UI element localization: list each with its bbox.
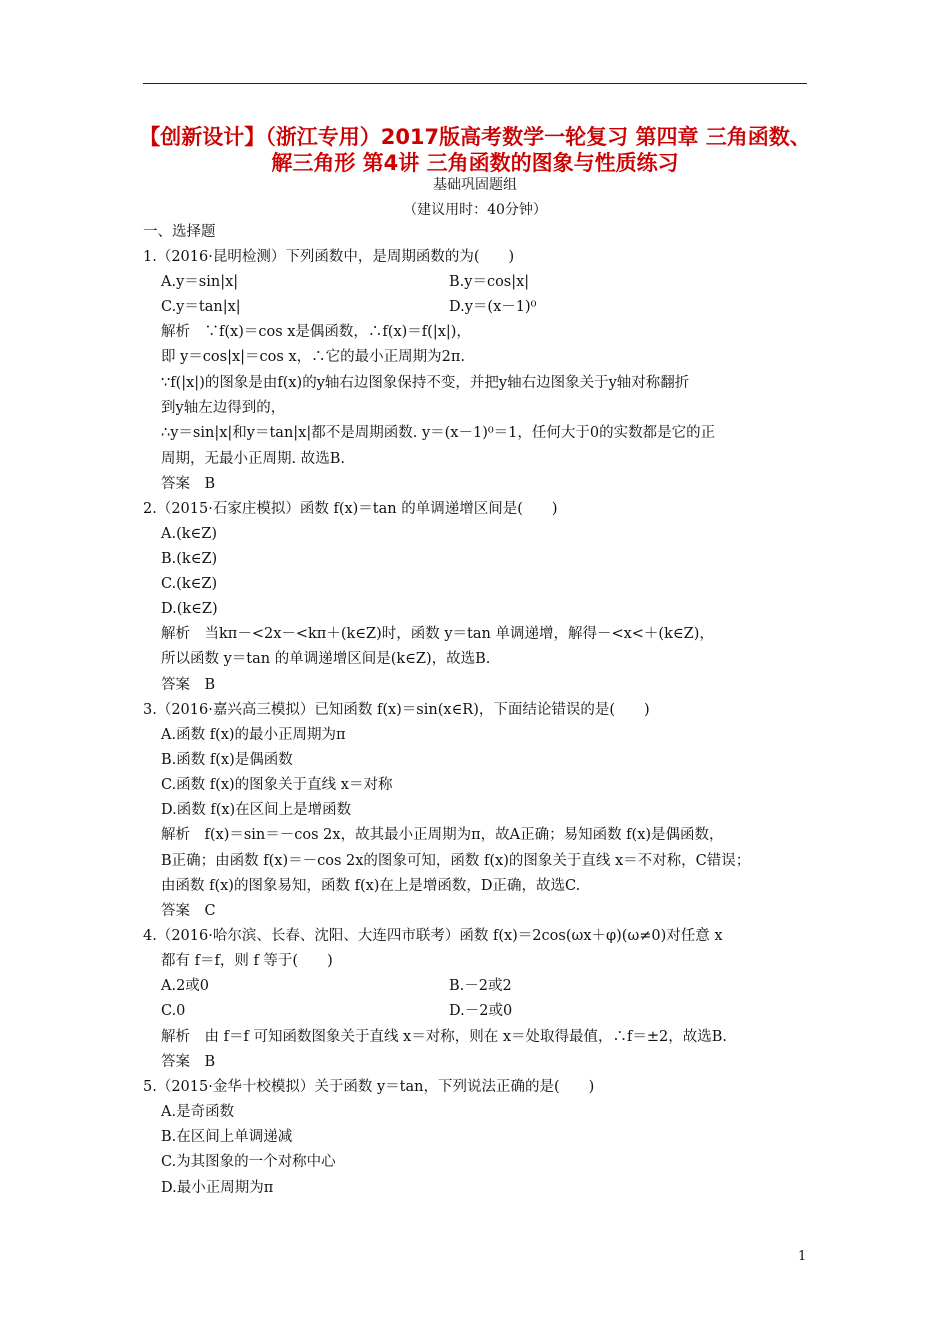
section-title: 一、选择题 [143, 224, 216, 240]
q4-stem: 4.（2016·哈尔滨、长春、沈阳、大连四市联考）函数 f(x)＝2cos(ωx＋φ)(ω≠0)对任意 x [143, 928, 723, 944]
q3-option-a: A.函数 f(x)的最小正周期为π [161, 727, 346, 743]
document-title-line-1: 【创新设计】（浙江专用）2017版高考数学一轮复习 第四章 三角函数、 [139, 125, 811, 149]
q1-solution-line: 周期，无最小正周期. 故选B. [161, 451, 345, 467]
q2-solution-line: 解析 当kπ－<2x－<kπ＋(k∈Z)时，函数 y＝tan 单调递增，解得－<x<＋(k∈Z)， [161, 626, 714, 642]
q3-solution-line: 解析 f(x)＝sin＝－cos 2x，故其最小正周期为π，故A正确；易知函数 f(x)是偶函数， [161, 827, 724, 843]
q4-answer: 答案 B [161, 1054, 216, 1070]
q4-option-d: D.－2或0 [449, 1003, 513, 1019]
q4-option-b: B.－2或2 [449, 978, 512, 994]
q3-solution-line: 由函数 f(x)的图象易知，函数 f(x)在上是增函数，D正确，故选C. [161, 878, 581, 894]
q2-solution-line: 所以函数 y＝tan 的单调递增区间是(k∈Z)，故选B. [161, 651, 491, 667]
q3-option-b: B.函数 f(x)是偶函数 [161, 752, 293, 768]
q5-option-d: D.最小正周期为π [161, 1180, 274, 1196]
q5-stem: 5.（2015·金华十校模拟）关于函数 y＝tan，下列说法正确的是( ) [143, 1079, 595, 1095]
q1-solution-line: ∴y＝sin|x|和y＝tan|x|都不是周期函数. y＝(x－1)⁰＝1，任何大于0的实数都是它的正 [161, 425, 716, 441]
q4-option-a: A.2或0 [161, 978, 210, 994]
q4-solution-line: 解析 由 f＝f 可知函数图象关于直线 x＝对称，则在 x＝处取得最值，∴f＝±2，故选B. [161, 1029, 728, 1045]
q2-answer: 答案 B [161, 677, 216, 693]
q2-option-b: B.(k∈Z) [161, 551, 218, 567]
q1-option-b: B.y＝cos|x| [449, 274, 530, 290]
q2-option-a: A.(k∈Z) [161, 526, 217, 542]
q5-option-b: B.在区间上单调递减 [161, 1129, 293, 1145]
q3-option-d: D.函数 f(x)在区间上是增函数 [161, 802, 352, 818]
header-rule [143, 83, 807, 84]
q2-stem: 2.（2015·石家庄模拟）函数 f(x)＝tan 的单调递增区间是( ) [143, 501, 558, 517]
q1-option-d: D.y＝(x－1)⁰ [449, 299, 537, 315]
q2-option-d: D.(k∈Z) [161, 601, 218, 617]
document-title-line-2: 解三角形 第4讲 三角函数的图象与性质练习 [271, 151, 679, 175]
q1-option-c: C.y＝tan|x| [161, 299, 241, 315]
q1-solution-line: 到y轴左边得到的， [161, 400, 286, 416]
q5-option-a: A.是奇函数 [161, 1104, 235, 1120]
q1-option-a: A.y＝sin|x| [161, 274, 239, 290]
q3-stem: 3.（2016·嘉兴高三模拟）已知函数 f(x)＝sin(x∈R)，下面结论错误的是( ) [143, 702, 650, 718]
q1-solution-line: 解析 ∵f(x)＝cos x是偶函数，∴f(x)＝f(|x|)， [161, 324, 471, 340]
q3-answer: 答案 C [161, 903, 216, 919]
q5-option-c: C.为其图象的一个对称中心 [161, 1154, 336, 1170]
q2-option-c: C.(k∈Z) [161, 576, 218, 592]
group-label: 基础巩固题组 [433, 177, 517, 193]
q1-solution-line: 即 y＝cos|x|＝cos x，∴它的最小正周期为2π. [161, 349, 465, 365]
q1-solution-line: ∵f(|x|)的图象是由f(x)的y轴右边图象保持不变，并把y轴右边图象关于y轴对称翻折 [161, 375, 690, 391]
page-number: 1 [798, 1249, 807, 1264]
q1-stem: 1.（2016·昆明检测）下列函数中，是周期函数的为( ) [143, 249, 515, 265]
q3-option-c: C.函数 f(x)的图象关于直线 x＝对称 [161, 777, 393, 793]
q4-option-c: C.0 [161, 1003, 186, 1019]
q3-solution-line: B正确；由函数 f(x)＝－cos 2x的图象可知，函数 f(x)的图象关于直线 x＝不对称，C错误； [161, 853, 751, 869]
q4-stem-continued: 都有 f＝f，则 f 等于( ) [161, 953, 333, 969]
time-note: （建议用时：40分钟） [403, 202, 547, 218]
q1-answer: 答案 B [161, 476, 216, 492]
